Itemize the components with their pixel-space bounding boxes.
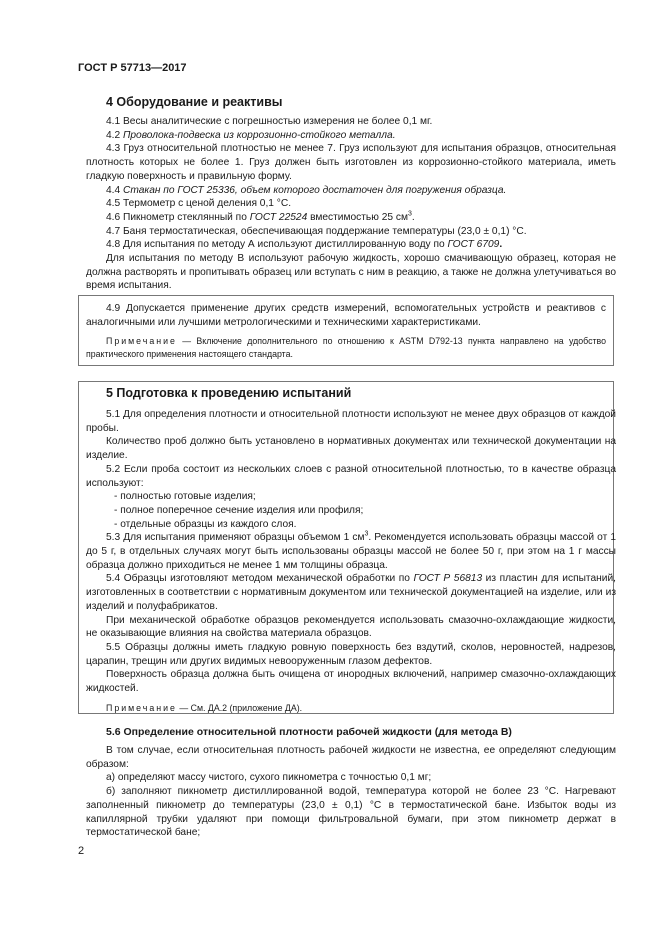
- item-4-1: 4.1 Весы аналитические с погрешностью измерения не более 0,1 мг.: [106, 116, 433, 127]
- item-4-2: 4.2 Проволока-подвеска из коррозионно-стойкого металла.: [106, 129, 396, 141]
- document-header: ГОСТ Р 57713—2017: [78, 62, 187, 74]
- item-5-4: 5.4 Образцы изготовляют методом механической обработки по ГОСТ Р 56813 из пластин для испытаний, изготовленных в соответствии с нормативным документом или технической документацией на изделие, или из изделий и полуфабрикатов.: [86, 573, 616, 612]
- item-5-6-intro: В том случае, если относительная плотность рабочей жидкости не известна, ее определяют следующим образом:: [86, 745, 616, 770]
- item-5-4-b: При механической обработке образцов рекомендуется использовать смазочно-охлаждающие жидкости, не оказывающие влияния на свойства материала образцов.: [86, 614, 616, 640]
- item-4-3: 4.3 Груз относительной плотностью не менее 7. Груз используют для испытания образцов, относительная плотность которых не более 1. Груз должен быть изготовлен из коррозионно-стойкого материала, иметь гладкую поверхность и правильную форму.: [86, 143, 616, 182]
- list-item: - отдельные образцы из каждого слоя.: [114, 518, 297, 530]
- item-4-8: 4.8 Для испытания по методу А используют дистиллированную воду по ГОСТ 6709.: [106, 239, 503, 251]
- section-5-body: [86, 408, 616, 714]
- section-5-6-body: [86, 744, 616, 840]
- section-4-title: 4 Оборудование и реактивы: [106, 95, 283, 109]
- note-section-5: Примечание — См. ДА.2 (приложение ДА).: [106, 702, 303, 713]
- section-4-body: [86, 115, 616, 293]
- item-5-2: 5.2 Если проба состоит из нескольких слоев с разной относительной плотностью, то в качестве образца используют:: [86, 463, 616, 489]
- page-number: 2: [78, 845, 85, 857]
- section-5-title: 5 Подготовка к проведению испытаний: [106, 386, 352, 400]
- item-5-1-b: Количество проб должно быть установлено в нормативных документах или технической документации на изделие.: [86, 436, 616, 462]
- section-5-6-title: 5.6 Определение относительной плотности рабочей жидкости (для метода В): [106, 726, 512, 738]
- item-4-5: 4.5 Термометр с ценой деления 0,1 °С.: [106, 198, 292, 210]
- item-4-6: 4.6 Пикнометр стеклянный по ГОСТ 22524 вместимостью 25 $см^3$.: [106, 210, 415, 223]
- list-item: - полное поперечное сечение изделия или профиля;: [114, 504, 364, 516]
- method-b-paragraph: Для испытания по методу В используют рабочую жидкость, хорошо смачивающую образец, которая не должна растворять и пропитывать образец или вступать с ним в реакцию, а также не должна улетучиваться во время испытания.: [86, 253, 616, 292]
- item-5-6-b: б) заполняют пикнометр дистиллированной водой, температура которой не более 23 °С. Нагревают заполненный пикнометр до температуры (23,0 ± 0,1) °С в термостатической бане. Избыток воды из капиллярной трубки удаляют при помощи фильтровальной бумаги, при этом пикнометр держат в термостатической бане;: [86, 786, 616, 839]
- item-5-6-a: а) определяют массу чистого, сухого пикнометра с точностью 0,1 мг;: [106, 772, 432, 784]
- item-5-5-b: Поверхность образца должна быть очищена от инородных включений, например смазочно-охлаждающих жидкостей.: [86, 669, 616, 695]
- amendment-box-4-9: [78, 295, 614, 366]
- item-5-5: 5.5 Образцы должны иметь гладкую ровную поверхность без вздутий, сколов, неровностей, надрезов, царапин, трещин или других видимых невооруженным глазом дефектов.: [86, 641, 616, 667]
- item-5-1: 5.1 Для определения плотности и относительной плотности используют не менее двух образцов от каждой пробы.: [86, 409, 616, 434]
- item-4-4: 4.4 Стакан по ГОСТ 25336, объем которого достаточен для погружения образца.: [106, 184, 507, 196]
- item-4-9: 4.9 Допускается применение других средств измерений, вспомогательных устройств и реактивов с аналогичными или лучшими метрологическими и техническими характеристиками.: [86, 303, 606, 328]
- item-4-7: 4.7 Баня термостатическая, обеспечивающая поддержание температуры (23,0 ± 0,1) °С.: [106, 225, 527, 237]
- note-4-9: Примечание — Включение дополнительного по отношению к ASTM D792-13 пункта направлено на удобство практического применения настоящего стандарта.: [86, 336, 606, 359]
- item-5-3: 5.3 Для испытания применяют образцы объемом 1 $см^3$. Рекомендуется использовать образцы массой от 1 до 5 г, в отдельных случаях могут быть использованы образцы массой не более 50 г, при этом на 1 г массы образца должно приходиться не менее 1 мм толщины образца.: [86, 530, 616, 571]
- list-item: - полностью готовые изделия;: [114, 491, 256, 503]
